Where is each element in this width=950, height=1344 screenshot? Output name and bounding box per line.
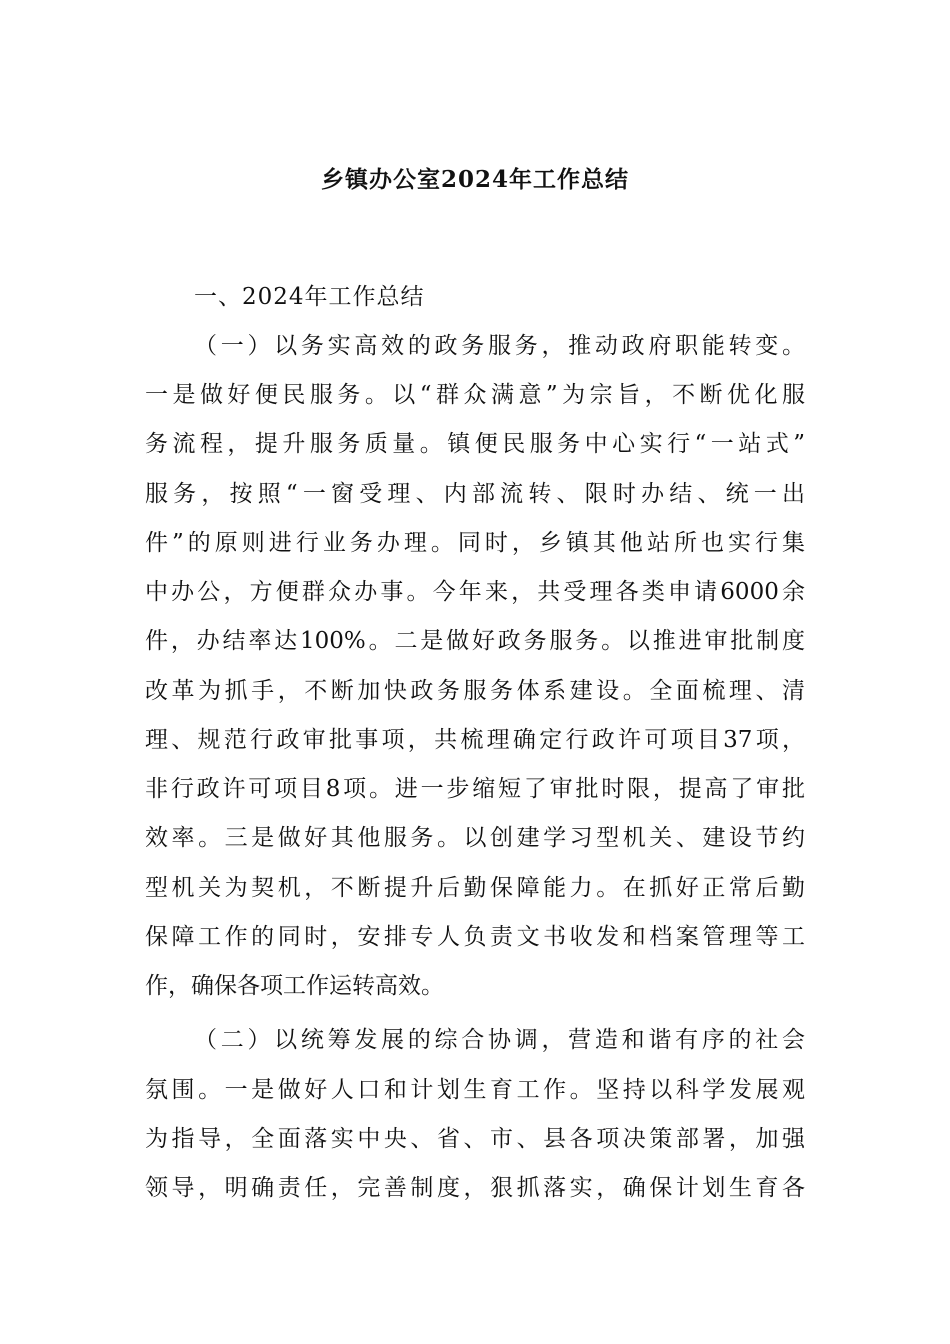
paragraph-line: 氛围。一是做好人口和计划生育工作。坚持以科学发展观	[145, 1077, 805, 1103]
document-title: 乡镇办公室2024年工作总结	[320, 166, 629, 193]
paragraph-line: 件”的原则进行业务办理。同时，乡镇其他站所也实行集	[145, 530, 805, 556]
paragraph-line: 型机关为契机，不断提升后勤保障能力。在抓好正常后勤	[145, 875, 805, 901]
paragraph-line: 中办公，方便群众办事。今年来，共受理各类申请6000余	[145, 579, 805, 605]
paragraph-line: 领导，明确责任，完善制度，狠抓落实，确保计划生育各	[145, 1175, 805, 1201]
paragraph-line: 改革为抓手，不断加快政务服务体系建设。全面梳理、清	[145, 678, 805, 704]
paragraph-line: 非行政许可项目8项。进一步缩短了审批时限，提高了审批	[145, 776, 805, 802]
paragraph-line: 服务，按照“一窗受理、内部流转、限时办结、统一出	[145, 481, 805, 507]
paragraph-line: 保障工作的同时，安排专人负责文书收发和档案管理等工	[145, 924, 805, 950]
paragraph-line: 一是做好便民服务。以“群众满意”为宗旨，不断优化服	[145, 382, 805, 408]
paragraph-line: 为指导，全面落实中央、省、市、县各项决策部署，加强	[145, 1126, 805, 1152]
paragraph-line: 作，确保各项工作运转高效。	[145, 973, 444, 999]
paragraph-line: 效率。三是做好其他服务。以创建学习型机关、建设节约	[145, 825, 805, 851]
paragraph-line: （一）以务实高效的政务服务，推动政府职能转变。	[194, 333, 805, 359]
paragraph-line: （二）以统筹发展的综合协调，营造和谐有序的社会	[194, 1027, 805, 1053]
paragraph-line: 务流程，提升服务质量。镇便民服务中心实行“一站式”	[145, 431, 805, 457]
section-heading: 一、2024年工作总结	[194, 284, 425, 310]
paragraph-line: 件，办结率达100%。二是做好政务服务。以推进审批制度	[145, 628, 805, 654]
paragraph-line: 理、规范行政审批事项，共梳理确定行政许可项目37项，	[145, 727, 805, 753]
